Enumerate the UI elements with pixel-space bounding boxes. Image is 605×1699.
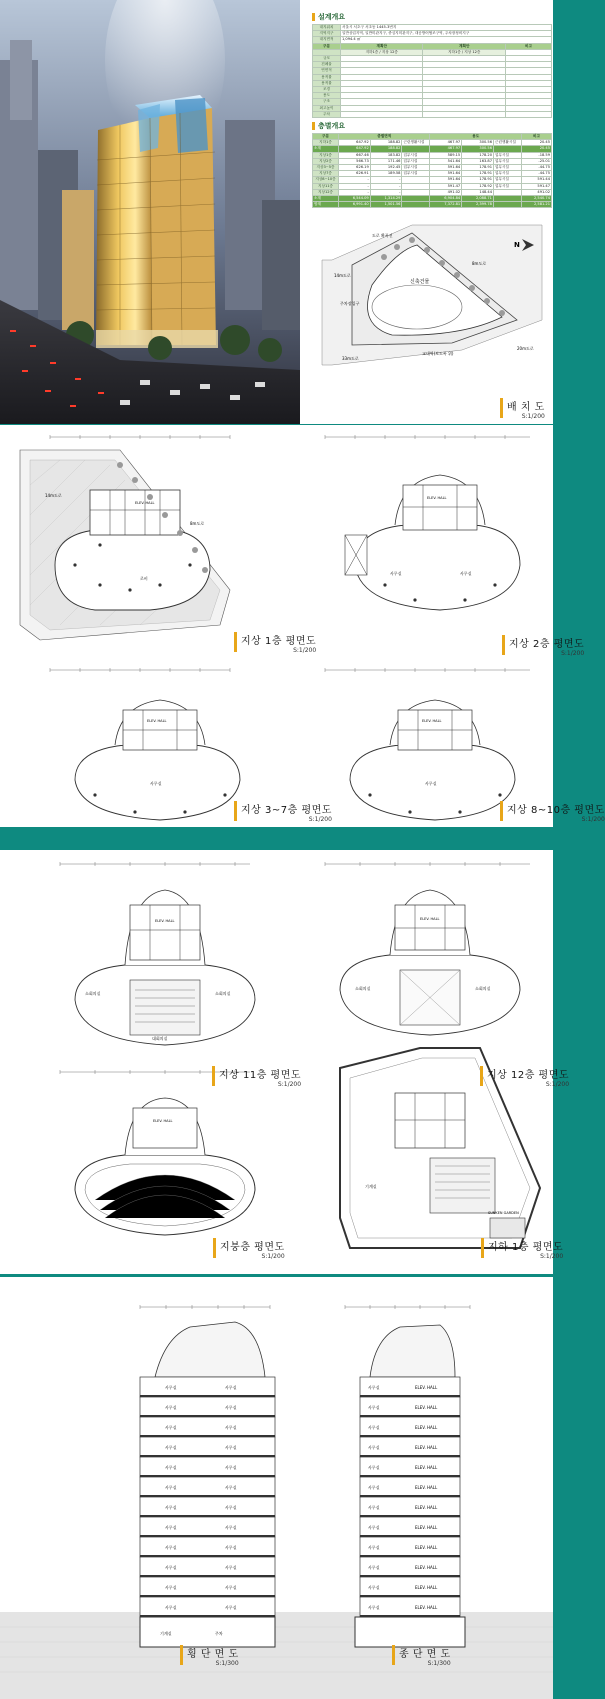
plan-11f-title: 지상 11층 평면도 — [219, 1070, 302, 1081]
section-room-label: 사무실 — [165, 1405, 177, 1410]
section-room-label: 사무실 — [225, 1525, 237, 1530]
area-cell: 188.82 — [370, 146, 402, 152]
area-cell: 7,372.81 — [430, 202, 462, 208]
plan-roof-scale: S:1/200 — [261, 1253, 285, 1260]
section-room-label: 사무실 — [165, 1485, 177, 1490]
label-road-right: 8m도로 — [472, 261, 487, 266]
area-summary-table — [312, 133, 552, 208]
area-cell: - — [370, 183, 402, 189]
area-cell — [402, 202, 430, 208]
section-elev-label: ELEV. HALL — [415, 1385, 438, 1390]
area-cell: 지상7층 — [313, 171, 339, 177]
label-new-building: 신축건물 — [410, 279, 430, 285]
area-row — [313, 202, 552, 208]
area-cell: 근린생활시설 — [402, 140, 430, 146]
area-cell: 업무시설 — [402, 165, 430, 171]
section-longitudinal-title: 종 단 면 도 — [399, 1649, 451, 1660]
section-room-label: 사무실 — [225, 1565, 237, 1570]
area-cell: -25.01 — [522, 158, 552, 164]
section-room-label: 사무실 — [368, 1585, 380, 1590]
section-longitudinal-caption — [392, 1645, 451, 1667]
design-item-label: 구조 — [313, 99, 341, 105]
area-cell: 업무시설 — [493, 165, 521, 171]
label-elev-hall-1f: ELEV. HALL — [135, 501, 155, 505]
section-floor — [140, 1557, 275, 1577]
section-room-label: 사무실 — [225, 1385, 237, 1390]
area-col-header: 구분 — [313, 134, 339, 140]
design-row-label: 지역지구 — [313, 31, 341, 37]
section-room-label: 사무실 — [165, 1505, 177, 1510]
section-room-label: 사무실 — [368, 1465, 380, 1470]
section-room-label: 사무실 — [225, 1485, 237, 1490]
plan-12f-scale: S:1/200 — [545, 1081, 570, 1088]
area-cell: -18.59 — [522, 152, 552, 158]
section-room-label: 사무실 — [225, 1445, 237, 1450]
section-room-label: 사무실 — [225, 1465, 237, 1470]
section-transverse-title: 횡 단 면 도 — [187, 1649, 239, 1660]
area-cell: 178.92 — [462, 183, 494, 189]
area-cell: - — [339, 177, 371, 183]
area-cell: 192.45 — [370, 165, 402, 171]
area-cell: 6,991.40 — [339, 202, 371, 208]
plan-2f-title: 지상 2층 평면도 — [509, 639, 585, 650]
area-cell: 근린생활시설 — [493, 140, 521, 146]
section-room-label: 사무실 — [225, 1545, 237, 1550]
design-item-label: 주차 — [313, 111, 341, 117]
site-plan-drawing — [312, 225, 552, 415]
area-cell: 626.19 — [339, 165, 371, 171]
area-cell: 지상12층 — [313, 189, 339, 195]
section-room-label: 사무실 — [368, 1525, 380, 1530]
label-elev-hall-2f: ELEV. HALL — [427, 496, 447, 500]
area-cell: 2,581.21 — [522, 202, 552, 208]
section-elev-label: ELEV. HALL — [415, 1465, 438, 1470]
label-road-bottom-left: 33m도로 — [342, 356, 359, 361]
svg-text:N: N — [514, 241, 520, 249]
section-floor — [140, 1377, 275, 1397]
label-road-8m: 8m도로 — [190, 521, 205, 526]
section-floor — [140, 1457, 275, 1477]
area-cell: 647.92 — [339, 146, 371, 152]
area-cell: 지상1층 — [313, 152, 339, 158]
section-elev-label: ELEV. HALL — [415, 1565, 438, 1570]
section-room-label: 사무실 — [165, 1545, 177, 1550]
section-room-label: 사무실 — [165, 1525, 177, 1530]
plan-2f-caption — [502, 635, 584, 657]
plan-11f-caption — [212, 1066, 301, 1088]
section-room-label: 사무실 — [368, 1425, 380, 1430]
design-row-label: 대지면적 — [313, 37, 341, 43]
area-cell: 467.97 — [430, 146, 462, 152]
area-cell: - — [339, 189, 371, 195]
design-item-label: 최고높이 — [313, 105, 341, 111]
plan-12f-caption — [480, 1066, 569, 1088]
area-cell: 업무시설 — [493, 183, 521, 189]
design-item-label: 건폐율 — [313, 62, 341, 68]
floor-plans-sheet-2 — [0, 850, 570, 1274]
section-transverse-caption — [180, 1645, 239, 1667]
label-elev-hall-3f: ELEV. HALL — [147, 719, 167, 723]
section-room-label: 사무실 — [225, 1585, 237, 1590]
section-room-label: 사무실 — [165, 1465, 177, 1470]
area-cell: -44.75 — [522, 171, 552, 177]
plan-11f-scale: S:1/200 — [277, 1081, 302, 1088]
design-item-label: 용적률 — [313, 74, 341, 80]
section-longitudinal-scale: S:1/300 — [427, 1660, 451, 1667]
floor-plans-drawing-2 — [0, 850, 553, 1274]
section-room-label: 사무실 — [368, 1505, 380, 1510]
area-cell: 업무시설 — [402, 171, 430, 177]
label-small-meeting-12f-left: 소회의실 — [355, 986, 371, 991]
area-col-header: 층별면적 — [339, 134, 430, 140]
area-cell: 2,540.74 — [522, 196, 552, 202]
label-road-14m: 14m도로 — [45, 493, 62, 498]
area-cell: 지하1층 — [313, 140, 339, 146]
plan-2f-scale: S:1/200 — [561, 650, 585, 657]
area-cell: 566.73 — [339, 158, 371, 164]
section-floor — [140, 1597, 275, 1617]
section-floor — [140, 1437, 275, 1457]
area-cell: 491.02 — [522, 189, 552, 195]
building-rendering — [0, 0, 300, 424]
area-cell: 188.82 — [370, 140, 402, 146]
area-cell: 647.92 — [339, 140, 371, 146]
area-cell: 178.91 — [462, 177, 494, 183]
area-cell: 20.45 — [522, 140, 552, 146]
section-room-label: 사무실 — [368, 1445, 380, 1450]
area-col-header: 비고 — [522, 134, 552, 140]
label-small-meeting-11f-right: 소회의실 — [215, 991, 231, 996]
design-col-subheader: 지하1층 / 지상 12층 — [423, 49, 506, 55]
area-cell: 지상11층 — [313, 183, 339, 189]
design-row-label: 대지위치 — [313, 25, 341, 31]
section-room-label: 사무실 — [165, 1445, 177, 1450]
area-cell — [493, 202, 521, 208]
section-room-label: 사무실 — [225, 1505, 237, 1510]
label-sunken-garden: SUNKEN GARDEN — [488, 1211, 519, 1215]
area-cell: 지상8~10층 — [313, 177, 339, 183]
section-room-label: 사무실 — [368, 1545, 380, 1550]
area-cell: 667.46 — [339, 152, 371, 158]
label-road-left: 14m도로 — [334, 273, 351, 278]
area-cell: 합계 — [313, 202, 339, 208]
design-row-value: 일반상업지역, 일반미관지구, 중심지미관지구, 대공방어협조구역, 주차장정비지구 — [341, 31, 552, 37]
plan-1f-caption — [234, 632, 316, 654]
section-room-label: 사무실 — [368, 1565, 380, 1570]
site-plan-title: 배 치 도 — [507, 402, 545, 413]
area-cell: 지상2층 — [313, 158, 339, 164]
area-cell: 591.47 — [522, 183, 552, 189]
area-cell: -44.75 — [522, 165, 552, 171]
area-cell: 589.15 — [430, 152, 462, 158]
design-item-label: 규모 — [313, 56, 341, 62]
label-hall-11f: 대회의실 — [152, 1036, 168, 1041]
plan-3-7f-title: 지상 3~7층 평면도 — [241, 805, 332, 816]
area-cell: 업무시설 — [493, 158, 521, 164]
section-room-label: 사무실 — [368, 1605, 380, 1610]
label-elev-hall-11f: ELEV. HALL — [155, 919, 175, 923]
floor-plans-drawing-1 — [0, 425, 553, 827]
design-row-value: 서울시 서초구 서초동 1445-3번지 — [341, 25, 552, 31]
section-room-label: 사무실 — [368, 1405, 380, 1410]
section-elev-label: ELEV. HALL — [415, 1525, 438, 1530]
section-room-label: 사무실 — [225, 1425, 237, 1430]
area-cell: 업무시설 — [402, 152, 430, 158]
label-elev-hall-roof: ELEV. HALL — [153, 1119, 173, 1123]
area-cell: 591.64 — [430, 171, 462, 177]
label-small-meeting-11f-left: 소회의실 — [85, 991, 101, 996]
section-transverse-scale: S:1/300 — [215, 1660, 239, 1667]
plan-roof-title: 지붕층 평면도 — [220, 1242, 285, 1253]
label-road-bottom-right: 20m도로 — [517, 346, 534, 351]
area-cell: 6,904.84 — [430, 196, 462, 202]
section-elev-label: ELEV. HALL — [415, 1405, 438, 1410]
design-col-header: 계획안 — [423, 43, 506, 49]
label-office-2f-left: 사무실 — [390, 571, 402, 576]
area-col-header: 용도 — [430, 134, 522, 140]
plan-1f-title: 지상 1층 평면도 — [241, 636, 317, 647]
area-cell: - — [339, 183, 371, 189]
label-machine-room-b1: 기계실 — [365, 1184, 377, 1189]
area-cell: 2,088.71 — [462, 196, 494, 202]
section-elev-label: ELEV. HALL — [415, 1485, 438, 1490]
area-cell: 6,544.09 — [339, 196, 371, 202]
section-floor — [140, 1417, 275, 1437]
section-room-label: 사무실 — [368, 1385, 380, 1390]
area-cell: 591.44 — [522, 177, 552, 183]
area-cell: 591.64 — [430, 165, 462, 171]
area-cell: 163.87 — [462, 158, 494, 164]
design-col-header: 구분 — [313, 43, 341, 49]
plan-3-7f-scale: S:1/200 — [308, 816, 332, 823]
label-office-8f: 사무실 — [425, 781, 437, 786]
area-cell: 591.47 — [430, 183, 462, 189]
section-room-label: 사무실 — [165, 1425, 177, 1430]
label-parking-section: 주차 — [215, 1631, 223, 1636]
design-item-label: 연면적 — [313, 68, 341, 74]
design-summary-heading: 설계개요 — [312, 12, 552, 22]
area-cell: 지상3~5층 — [313, 165, 339, 171]
design-summary-table — [312, 24, 552, 118]
plan-b1-title: 지하 1층 평면도 — [488, 1242, 564, 1253]
plan-1f-scale: S:1/200 — [293, 647, 317, 654]
label-machine-room-section: 기계실 — [160, 1631, 172, 1636]
area-cell: 300.56 — [462, 146, 494, 152]
area-cell: - — [370, 177, 402, 183]
design-item-label: 용도 — [313, 93, 341, 99]
section-elev-label: ELEV. HALL — [415, 1505, 438, 1510]
area-cell: 소계 — [313, 146, 339, 152]
area-summary-heading: 층별개요 — [312, 121, 552, 131]
area-cell: 189.58 — [370, 171, 402, 177]
plan-8-10f-title: 지상 8~10층 평면도 — [507, 805, 605, 816]
area-cell: 20.45 — [522, 146, 552, 152]
plan-8-10f-scale: S:1/200 — [581, 816, 605, 823]
plan-12f-title: 지상 12층 평면도 — [487, 1070, 570, 1081]
summary-sheet — [0, 0, 553, 424]
plan-b1-caption — [481, 1238, 563, 1260]
area-cell: 업무시설 — [493, 171, 521, 177]
area-cell: 183.82 — [370, 152, 402, 158]
site-plan-scale: S:1/200 — [521, 413, 545, 420]
area-cell: 491.02 — [430, 189, 462, 195]
area-cell: 626.91 — [339, 171, 371, 177]
area-cell: 541.64 — [430, 158, 462, 164]
section-room-label: 사무실 — [165, 1385, 177, 1390]
area-cell: 2,399.78 — [462, 202, 494, 208]
design-item-label: 용적률 — [313, 80, 341, 86]
design-col-header: 비고 — [505, 43, 551, 49]
section-floor — [140, 1517, 275, 1537]
area-cell: 178.20 — [462, 152, 494, 158]
area-cell: 171.46 — [370, 158, 402, 164]
plan-3-7f-caption — [234, 801, 332, 823]
area-cell: 178.91 — [462, 165, 494, 171]
section-room-label: 사무실 — [225, 1605, 237, 1610]
section-room-label: 사무실 — [368, 1485, 380, 1490]
label-bottom-road: 교대역(보도폭 위) — [422, 351, 454, 356]
section-floor — [140, 1577, 275, 1597]
label-small-meeting-12f-right: 소회의실 — [475, 986, 491, 991]
section-elev-label: ELEV. HALL — [415, 1445, 438, 1450]
label-elev-hall-8f: ELEV. HALL — [422, 719, 442, 723]
section-elev-label: ELEV. HALL — [415, 1585, 438, 1590]
area-cell: 178.91 — [462, 171, 494, 177]
section-floor — [140, 1397, 275, 1417]
area-cell: 업무시설 — [402, 158, 430, 164]
transverse-floors — [140, 1377, 275, 1617]
area-cell: 300.56 — [462, 140, 494, 146]
area-cell: 1,314.29 — [370, 196, 402, 202]
section-room-label: 사무실 — [225, 1405, 237, 1410]
design-col-subheader: 지하1층 / 지상 12층 — [341, 49, 423, 55]
section-room-label: 사무실 — [165, 1565, 177, 1570]
label-office-2f-right: 사무실 — [460, 571, 472, 576]
design-col-header: 계획안 — [341, 43, 423, 49]
plan-roof-caption — [213, 1238, 285, 1260]
area-cell: - — [370, 189, 402, 195]
label-road-top: 도로 확폭선 — [372, 233, 393, 238]
label-lobby-1f: 로비 — [140, 576, 148, 581]
area-cell: 소계 — [313, 196, 339, 202]
label-elev-hall-12f: ELEV. HALL — [420, 917, 440, 921]
section-floor — [140, 1497, 275, 1517]
section-elev-label: ELEV. HALL — [415, 1545, 438, 1550]
area-cell: 1,501.56 — [370, 202, 402, 208]
label-office-3f: 사무실 — [150, 781, 162, 786]
area-cell: 148.44 — [462, 189, 494, 195]
section-room-label: 사무실 — [165, 1605, 177, 1610]
design-item-label: 조경 — [313, 87, 341, 93]
site-plan-caption — [500, 398, 545, 420]
sections-sheet — [0, 1277, 553, 1699]
sections-drawing — [0, 1277, 553, 1699]
plan-b1-scale: S:1/200 — [540, 1253, 564, 1260]
section-elev-label: ELEV. HALL — [415, 1605, 438, 1610]
label-parking: 주차장입구 — [340, 301, 360, 306]
floor-plans-sheet-1 — [0, 425, 605, 827]
section-floor — [140, 1537, 275, 1557]
area-cell: 591.64 — [430, 177, 462, 183]
area-cell: 467.97 — [430, 140, 462, 146]
summary-tables — [312, 10, 552, 220]
section-room-label: 사무실 — [165, 1585, 177, 1590]
area-cell: 업무시설 — [493, 177, 521, 183]
area-cell: 업무시설 — [493, 152, 521, 158]
longitudinal-floors — [360, 1377, 460, 1617]
section-floor — [140, 1477, 275, 1497]
design-row-value: 1,094.4 ㎡ — [341, 37, 552, 43]
plan-8-10f-caption — [500, 801, 605, 823]
section-elev-label: ELEV. HALL — [415, 1425, 438, 1430]
